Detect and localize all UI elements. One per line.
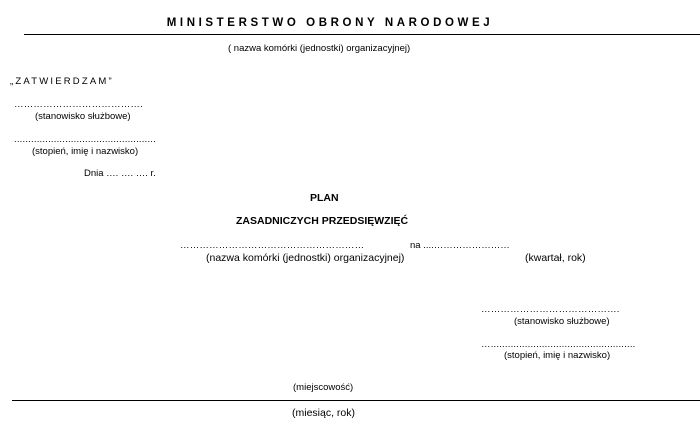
plan-quarter-caption: (kwartał, rok) <box>525 252 586 264</box>
plan-unit-caption: (nazwa komórki (jednostki) organizacyjnej) <box>206 252 405 264</box>
footer-rule <box>12 400 700 401</box>
plan-title: PLAN <box>310 192 339 204</box>
date-caption: (miesiąc, rok) <box>292 407 356 419</box>
unit-caption: ( nazwa komórki (jednostki) organizacyjnej) <box>228 43 411 54</box>
approval-name-dots: .................................................. <box>14 134 156 145</box>
signature-name-caption: (stopień, imię i nazwisko) <box>504 350 611 361</box>
signature-position-caption: (stanowisko służbowe) <box>514 316 610 327</box>
plan-subtitle: ZASADNICZYCH PRZEDSIĘWZIĘĆ <box>236 215 409 227</box>
approval-position-dots: …………………………………. <box>14 99 143 110</box>
approval-date-line: Dnia …. …. …. r. <box>84 168 156 179</box>
header-rule <box>24 34 700 35</box>
signature-name-dots: …................................................... <box>481 339 636 350</box>
place-caption: (miejscowość) <box>293 382 354 393</box>
approval-title: „ZATWIERDZAM” <box>10 76 114 87</box>
ministry-header: MINISTERSTWO OBRONY NARODOWEJ <box>166 17 494 29</box>
approval-name-caption: (stopień, imię i nazwisko) <box>32 146 139 157</box>
signature-position-dots: ……………………………………. <box>481 304 620 315</box>
plan-unit-dots: ………………………………………………… <box>180 240 365 251</box>
plan-na-text: na ....…………………… <box>410 240 510 251</box>
approval-position-caption: (stanowisko służbowe) <box>35 111 131 122</box>
